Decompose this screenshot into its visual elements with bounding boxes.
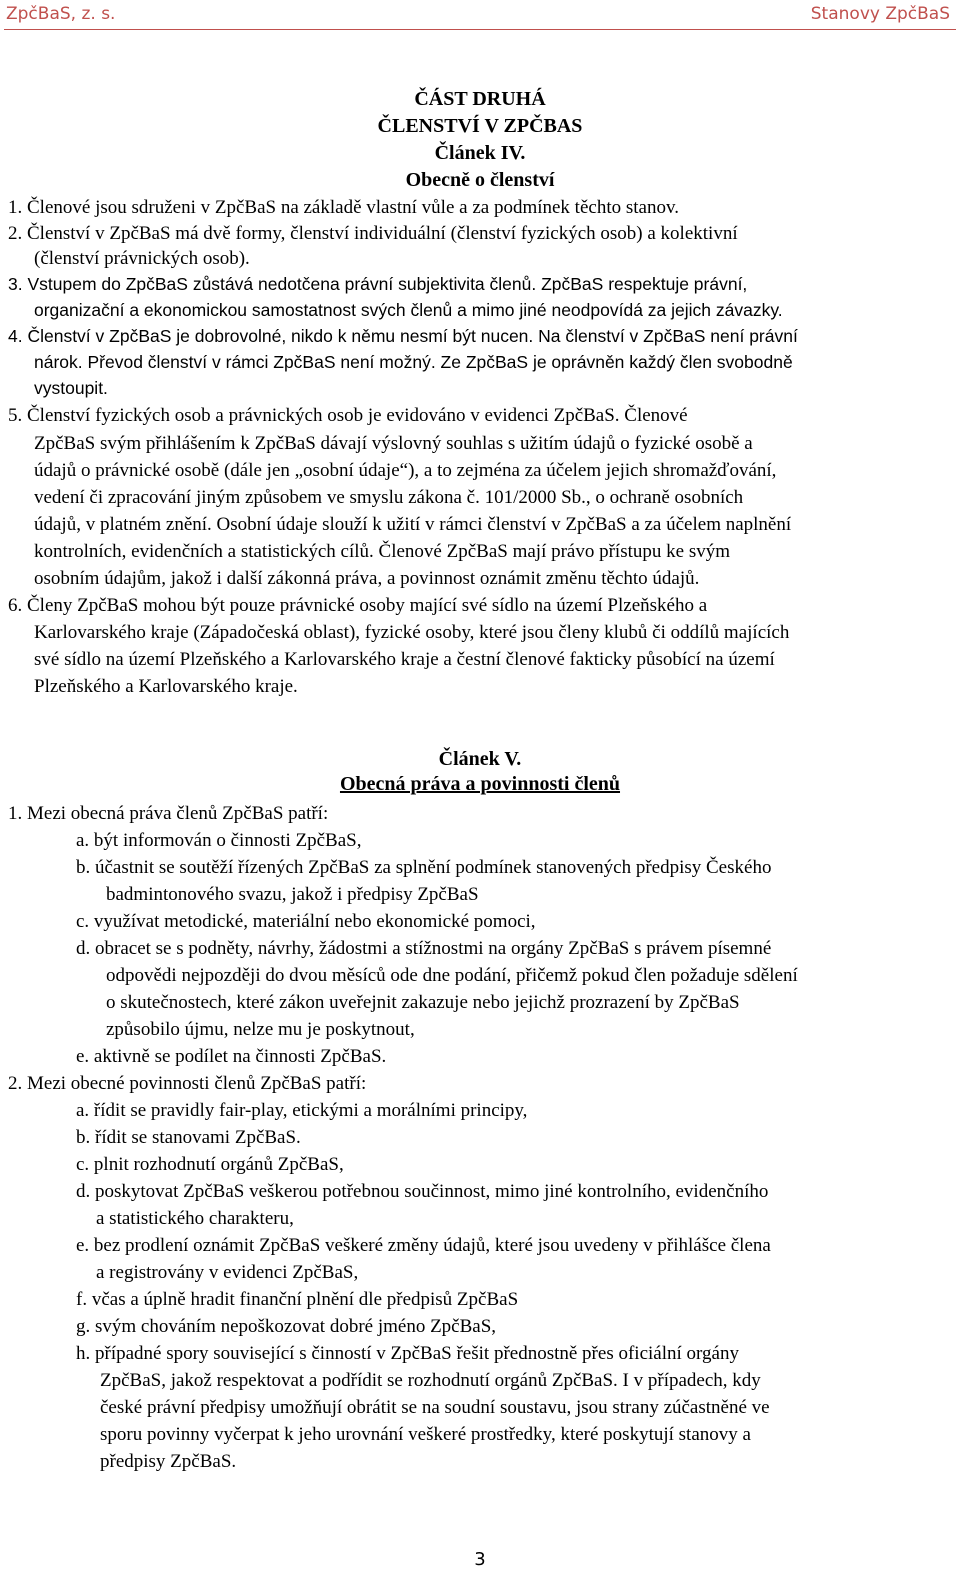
rights-item-cont: odpovědi nejpozději do dvou měsíců ode dne podání, přičemž pokud člen požaduje sdělení: [106, 965, 798, 986]
article-5-heading: Obecná práva a povinnosti členů: [339, 773, 621, 795]
membership-line: 3. Vstupem do ZpčBaS zůstává nedotčena právní subjektivita členů. ZpčBaS respektuje právní,: [8, 274, 748, 294]
rights-item: c. využívat metodické, materiální nebo ekonomické pomoci,: [76, 911, 536, 932]
membership-line: Plzeňského a Karlovarského kraje.: [34, 676, 298, 697]
membership-line: 5. Členství fyzických osob a právnických osob je evidováno v evidenci ZpčBaS. Členové: [8, 405, 688, 426]
membership-line: osobním údajům, jakož i další zákonná práva, a povinnost oznámit změnu těchto údajů.: [34, 568, 700, 589]
duties-item: c. plnit rozhodnutí orgánů ZpčBaS,: [76, 1154, 344, 1175]
duties-item: d. poskytovat ZpčBaS veškerou potřebnou součinnost, mimo jiné kontrolního, evidenčního: [76, 1181, 769, 1202]
duties-item: h. případné spory související s činností v ZpčBaS řešit přednostně přes oficiální orgány: [76, 1343, 739, 1364]
duties-item-cont: ZpčBaS, jakož respektovat a podřídit se rozhodnutí orgánů ZpčBaS. I v případech, kdy: [100, 1370, 761, 1391]
membership-line: nárok. Převod členství v rámci ZpčBaS není možný. Ze ZpčBaS je oprávněn každý člen svobodně: [34, 352, 793, 372]
duties-item: f. včas a úplně hradit finanční plnění dle předpisů ZpčBaS: [76, 1289, 519, 1310]
membership-line: (členství právnických osob).: [34, 248, 250, 269]
duties-item: a. řídit se pravidly fair-play, etickými a morálními principy,: [76, 1100, 528, 1121]
article-4-title: Článek IV.: [434, 142, 526, 164]
rights-item: b. účastnit se soutěží řízených ZpčBaS za splnění podmínek stanovených předpisy Českého: [76, 857, 772, 878]
rights-item: a. být informován o činnosti ZpčBaS,: [76, 830, 362, 851]
membership-line: Karlovarského kraje (Západočeská oblast), fyzické osoby, které jsou členy klubů či oddílů majících: [34, 622, 790, 643]
membership-line: kontrolních, evidenčních a statistických cílů. Členové ZpčBaS mají právo přístupu ke svým: [34, 541, 730, 562]
duties-item: b. řídit se stanovami ZpčBaS.: [76, 1127, 301, 1148]
duties-item-cont: předpisy ZpčBaS.: [100, 1451, 237, 1472]
rights-item-cont: způsobilo újmu, nelze mu je poskytnout,: [106, 1019, 415, 1040]
membership-line: údajů o právnické osobě (dále jen „osobní údaje“), a to zejména za účelem jejich shromažďování,: [34, 460, 777, 481]
membership-line: své sídlo na území Plzeňského a Karlovarského kraje a čestní členové fakticky působící na území: [34, 649, 775, 670]
membership-line: 1. Členové jsou sdruženi v ZpčBaS na základě vlastní vůle a za podmínek těchto stanov.: [8, 197, 679, 218]
duties-intro: 2. Mezi obecné povinnosti členů ZpčBaS patří:: [8, 1073, 367, 1094]
header-right: Stanovy ZpčBaS: [810, 4, 950, 24]
membership-line: 6. Členy ZpčBaS mohou být pouze právnické osoby mající své sídlo na území Plzeňského a: [8, 595, 708, 616]
part-title: ČÁST DRUHÁ: [414, 88, 546, 110]
duties-item-cont: a registrovány v evidenci ZpčBaS,: [96, 1262, 359, 1283]
membership-line: organizační a ekonomickou samostatnost svých členů a mimo jiné neodpovídá za jejich závazky.: [34, 300, 783, 320]
duties-item: e. bez prodlení oznámit ZpčBaS veškeré změny údajů, které jsou uvedeny v přihlášce člena: [76, 1235, 771, 1256]
membership-line: ZpčBaS svým přihlášením k ZpčBaS dávají výslovný souhlas s užitím údajů o fyzické osobě a: [34, 433, 753, 454]
membership-line: 2. Členství v ZpčBaS má dvě formy, členství individuální (členství fyzických osob) a kolektivní: [8, 223, 738, 244]
rights-item-cont: badmintonového svazu, jakož i předpisy ZpčBaS: [106, 884, 479, 905]
membership-line: vedení či zpracování jiným způsobem ve smyslu zákona č. 101/2000 Sb., o ochraně osobních: [34, 487, 744, 508]
duties-item: g. svým chováním nepoškozovat dobré jméno ZpčBaS,: [76, 1316, 497, 1337]
page-number: 3: [474, 1549, 486, 1570]
article-4-heading: Obecně o členství: [405, 169, 555, 191]
part-subtitle: ČLENSTVÍ V ZPČBAS: [377, 115, 583, 137]
duties-item-cont: sporu povinny vyčerpat k jeho urovnání veškeré prostředky, které poskytují stanovy a: [100, 1424, 751, 1445]
rights-item: d. obracet se s podněty, návrhy, žádostmi a stížnostmi na orgány ZpčBaS s právem písemné: [76, 938, 772, 959]
article-5-title: Článek V.: [438, 748, 522, 770]
rights-intro: 1. Mezi obecná práva členů ZpčBaS patří:: [8, 803, 329, 824]
rights-item: e. aktivně se podílet na činnosti ZpčBaS.: [76, 1046, 387, 1067]
header-rule: [4, 29, 956, 30]
header-left: ZpčBaS, z. s.: [6, 4, 116, 24]
membership-line: údajů, v platném znění. Osobní údaje slouží k užití v rámci členství v ZpčBaS a za účelem naplnění: [34, 514, 792, 535]
membership-line: 4. Členství v ZpčBaS je dobrovolné, nikdo k němu nesmí být nucen. Na členství v ZpčBaS není právní: [8, 326, 798, 346]
membership-line: vystoupit.: [34, 378, 108, 398]
rights-item-cont: o skutečnostech, které zákon uveřejnit zakazuje nebo jejichž prozrazení by ZpčBaS: [106, 992, 740, 1013]
duties-item-cont: a statistického charakteru,: [96, 1208, 294, 1229]
duties-item-cont: české právní předpisy umožňují obrátit se na soudní soustavu, jsou strany zúčastněné ve: [100, 1397, 770, 1418]
